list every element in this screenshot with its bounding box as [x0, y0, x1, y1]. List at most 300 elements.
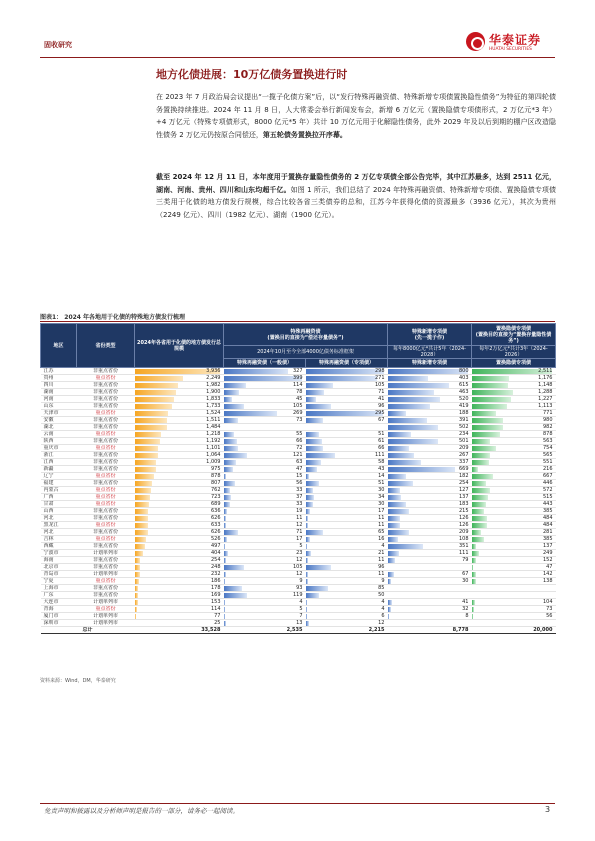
value-text-refi_b: 85 [378, 585, 385, 591]
value-text-total: 1,064 [206, 452, 221, 458]
value-bar-new_special [388, 467, 455, 472]
value-text-swap: 385 [542, 536, 553, 542]
value-cell-refi_a [224, 473, 306, 480]
header-col-new: 特殊新增专项债 [388, 359, 472, 368]
value-bar-swap [472, 572, 477, 577]
value-cell-swap [472, 508, 556, 515]
value-bar-new_special [388, 376, 429, 381]
region-cell: 江西 [41, 459, 77, 466]
value-text-new_special: 520 [458, 396, 469, 402]
value-cell-new_special [388, 368, 472, 375]
value-cell-new_special [388, 389, 472, 396]
region-cell: 广东 [41, 592, 77, 599]
value-text-new_special: 126 [458, 515, 469, 521]
paragraph-2-emphasis: 截至 2024 年 12 月 11 日，本年度用于置换存量隐性债务的 2 万亿专项债全部公告完毕，其中江苏最多，达到 2511 亿元，湖南、河南、贵州、四川和山东均超千亿。 [156, 173, 556, 194]
value-cell-total [135, 466, 224, 473]
value-bar-new_special [388, 607, 391, 612]
table-row [41, 396, 556, 403]
region-cell: 贵州 [41, 375, 77, 382]
value-text-new_special: 209 [458, 529, 469, 535]
table-row [41, 466, 556, 473]
value-cell-refi_a [224, 557, 306, 564]
value-cell-new_special [388, 592, 472, 599]
table-row [41, 445, 556, 452]
value-text-refi_a: 56 [296, 480, 303, 486]
value-text-refi_b: 51 [378, 431, 385, 437]
table-row [41, 550, 556, 557]
value-text-new_special: 351 [458, 543, 469, 549]
value-bar-refi_b [306, 481, 319, 486]
region-cell: 海南 [41, 557, 77, 564]
value-cell-swap [472, 487, 556, 494]
value-bar-refi_a [224, 579, 226, 584]
value-cell-new_special [388, 431, 472, 438]
value-bar-total [135, 404, 173, 409]
value-bar-refi_a [224, 551, 229, 556]
value-bar-new_special [388, 600, 392, 605]
value-text-swap: 142 [542, 571, 553, 577]
value-cell-refi_a [224, 592, 306, 599]
value-cell-refi_b [306, 501, 388, 508]
paragraph-1-text: 在 2023 年 7 月政治局会议提出“一揽子化债方案”后，以“发行特殊再融资债、特殊新增专项债置换隐性债务”为特征的第四轮债务置换持续推进。2024 年 11 月 8 日，人大常委会举行新闻发布会，新增 6 万亿元（置换隐债专项债形式，2 万亿元*3 年）+4 万亿元（特殊专项债形式，8000 亿元*5 年）共计 10 万亿元用于化解隐性债务，此外 2029 年及以后到期的棚户区改造隐性债务 2 万亿元仍按原合同偿还， [156, 93, 556, 139]
value-bar-new_special [388, 453, 415, 458]
value-bar-total [135, 579, 139, 584]
value-cell-refi_a [224, 487, 306, 494]
value-bar-total [135, 481, 153, 486]
value-cell-refi_b [306, 417, 388, 424]
value-text-refi_b: 51 [378, 480, 385, 486]
value-cell-new_special [388, 452, 472, 459]
value-text-total: 232 [210, 571, 221, 577]
table-row [41, 494, 556, 501]
value-cell-new_special [388, 599, 472, 606]
value-cell-total [135, 424, 224, 431]
table-row [41, 452, 556, 459]
province-type-cell: 计划单列市 [77, 571, 135, 578]
value-bar-refi_b [306, 488, 314, 493]
value-cell-refi_b [306, 585, 388, 592]
value-cell-refi_b [306, 543, 388, 550]
value-bar-refi_a [224, 523, 226, 528]
region-cell: 辽宁 [41, 473, 77, 480]
value-cell-new_special [388, 536, 472, 543]
value-text-swap: 1,148 [538, 382, 553, 388]
value-cell-new_special [388, 403, 472, 410]
value-bar-refi_b [306, 516, 309, 521]
table-row [41, 613, 556, 620]
value-bar-new_special [388, 460, 422, 465]
total-value-cell [306, 627, 388, 634]
value-text-refi_b: 17 [378, 508, 385, 514]
value-cell-refi_b [306, 529, 388, 536]
province-type-cell: 非重点省份 [77, 543, 135, 550]
table-row [41, 382, 556, 389]
value-text-total: 1,733 [206, 403, 221, 409]
value-cell-total [135, 417, 224, 424]
value-text-new_special: 183 [458, 501, 469, 507]
value-text-new_special: 254 [458, 480, 469, 486]
value-cell-new_special [388, 606, 472, 613]
value-cell-new_special [388, 571, 472, 578]
value-text-total: 636 [210, 508, 221, 514]
value-bar-new_special [388, 474, 406, 479]
value-text-refi_a: 33 [296, 501, 303, 507]
value-cell-refi_a [224, 424, 306, 431]
value-cell-new_special [388, 550, 472, 557]
value-bar-refi_a [224, 495, 231, 500]
value-bar-swap [472, 523, 488, 528]
value-bar-total [135, 425, 167, 430]
value-text-new_special: 127 [458, 487, 469, 493]
value-cell-swap [472, 550, 556, 557]
value-text-refi_b: 30 [378, 501, 385, 507]
value-cell-refi_b [306, 459, 388, 466]
value-text-total: 1,192 [206, 438, 221, 444]
paragraph-2 [156, 171, 556, 221]
value-text-refi_b: 4 [381, 606, 385, 612]
table-row [41, 375, 556, 382]
value-bar-refi_a [224, 586, 242, 591]
value-text-refi_b: 71 [378, 389, 385, 395]
value-text-total: 1,511 [206, 417, 221, 423]
value-cell-refi_b [306, 487, 388, 494]
value-cell-total [135, 487, 224, 494]
value-bar-refi_b [306, 621, 309, 626]
value-cell-swap [472, 515, 556, 522]
region-cell: 北京市 [41, 564, 77, 571]
value-text-refi_b: 105 [374, 382, 385, 388]
paragraph-1 [156, 91, 556, 141]
province-type-cell: 非重点省份 [77, 368, 135, 375]
value-cell-total [135, 375, 224, 382]
table-row [41, 424, 556, 431]
value-cell-swap [472, 522, 556, 529]
value-cell-swap [472, 382, 556, 389]
value-cell-refi_a [224, 585, 306, 592]
value-cell-refi_a [224, 501, 306, 508]
table-row [41, 368, 556, 375]
value-cell-swap [472, 445, 556, 452]
value-text-swap: 1,288 [538, 389, 553, 395]
value-bar-swap [472, 544, 476, 549]
total-label-cell: 总计 [41, 627, 135, 634]
value-text-refi_a: 5 [299, 543, 303, 549]
value-cell-swap [472, 480, 556, 487]
total-value-text: 20,000 [533, 627, 553, 633]
value-cell-swap [472, 578, 556, 585]
value-cell-swap [472, 452, 556, 459]
brand-name-cn: 华泰证券 [489, 33, 542, 47]
value-cell-swap [472, 606, 556, 613]
region-cell: 四川 [41, 382, 77, 389]
value-text-new_special: 234 [458, 431, 469, 437]
value-cell-total [135, 452, 224, 459]
value-text-total: 497 [210, 543, 221, 549]
value-cell-swap [472, 592, 556, 599]
value-bar-swap [472, 558, 477, 563]
value-text-total: 1,833 [206, 396, 221, 402]
value-bar-swap [472, 509, 484, 514]
value-cell-refi_b [306, 382, 388, 389]
value-bar-refi_a [224, 467, 233, 472]
value-cell-refi_a [224, 431, 306, 438]
value-cell-total [135, 494, 224, 501]
value-text-new_special: 108 [458, 536, 469, 542]
value-cell-refi_a [224, 375, 306, 382]
value-text-new_special: 41 [462, 599, 469, 605]
value-bar-refi_b [306, 369, 385, 374]
value-text-swap: 551 [542, 459, 553, 465]
value-cell-refi_a [224, 480, 306, 487]
value-text-refi_a: 33 [296, 487, 303, 493]
value-text-total: 404 [210, 550, 221, 556]
region-cell: 陕西 [41, 438, 77, 445]
province-type-cell: 非重点省份 [77, 564, 135, 571]
value-cell-total [135, 578, 224, 585]
value-text-refi_a: 5 [299, 606, 303, 612]
region-cell: 厦门市 [41, 613, 77, 620]
value-bar-new_special [388, 446, 409, 451]
value-cell-refi_b [306, 480, 388, 487]
province-type-cell: 非重点省份 [77, 382, 135, 389]
value-text-new_special: 391 [458, 417, 469, 423]
value-bar-refi_a [224, 537, 227, 542]
value-bar-total [135, 607, 137, 612]
value-bar-swap [472, 390, 513, 395]
table-row [41, 501, 556, 508]
value-cell-swap [472, 529, 556, 536]
value-bar-swap [472, 488, 490, 493]
province-type-cell: 非重点省份 [77, 396, 135, 403]
total-value-cell [388, 627, 472, 634]
value-bar-swap [472, 411, 497, 416]
value-cell-swap [472, 557, 556, 564]
value-cell-new_special [388, 396, 472, 403]
value-cell-new_special [388, 543, 472, 550]
value-text-refi_b: 11 [378, 522, 385, 528]
header-swap-note: (置换目的直接为“置换存量隐性债务”) [475, 331, 552, 344]
value-bar-refi_a [224, 369, 289, 374]
value-cell-new_special [388, 438, 472, 445]
value-cell-swap [472, 466, 556, 473]
value-text-refi_a: 105 [292, 403, 303, 409]
value-cell-new_special [388, 515, 472, 522]
value-bar-new_special [388, 397, 440, 402]
value-cell-refi_a [224, 564, 306, 571]
province-type-cell: 非重点省份 [77, 389, 135, 396]
value-cell-total [135, 445, 224, 452]
value-cell-refi_b [306, 592, 388, 599]
value-bar-refi_a [224, 418, 238, 423]
header-swap [472, 324, 556, 346]
value-cell-refi_b [306, 473, 388, 480]
value-bar-refi_b [306, 593, 319, 598]
value-bar-total [135, 614, 137, 619]
value-bar-refi_a [224, 474, 227, 479]
paragraph-2-text: 如图 1 所示，我们总结了 2024 年特殊再融资债、特殊新增专项债、置换隐债专项债三类用于化债的地方债发行规模，综合比较各省三类债券的总和，江苏今年获得化债的资源最多（3936 亿元），其次为贵州（2249 亿元）、四川（1982 亿元）、湖南（1900 亿元）。 [156, 185, 556, 219]
value-bar-refi_a [224, 593, 247, 598]
province-type-cell: 重点省份 [77, 606, 135, 613]
value-text-refi_a: 119 [292, 592, 303, 598]
value-text-swap: 484 [542, 522, 553, 528]
value-text-new_special: 463 [458, 389, 469, 395]
value-cell-total [135, 396, 224, 403]
value-text-swap: 1,176 [538, 375, 553, 381]
value-cell-refi_a [224, 389, 306, 396]
value-cell-new_special [388, 578, 472, 585]
province-type-cell: 重点省份 [77, 522, 135, 529]
value-text-new_special: 267 [458, 452, 469, 458]
value-cell-total [135, 613, 224, 620]
value-text-swap: 2,511 [538, 368, 553, 374]
value-bar-new_special [388, 439, 439, 444]
value-cell-total [135, 473, 224, 480]
value-cell-total [135, 620, 224, 627]
value-text-swap: 47 [546, 564, 553, 570]
value-cell-total [135, 536, 224, 543]
value-cell-swap [472, 571, 556, 578]
value-text-refi_a: 9 [299, 578, 303, 584]
value-bar-refi_a [224, 488, 231, 493]
province-type-cell: 非重点省份 [77, 403, 135, 410]
value-bar-total [135, 453, 158, 458]
value-text-refi_a: 12 [296, 522, 303, 528]
value-bar-new_special [388, 495, 402, 500]
value-cell-total [135, 529, 224, 536]
value-text-refi_b: 67 [378, 417, 385, 423]
table-row [41, 487, 556, 494]
province-type-cell: 非重点省份 [77, 557, 135, 564]
table-row [41, 508, 556, 515]
value-cell-total [135, 515, 224, 522]
province-type-cell: 非重点省份 [77, 585, 135, 592]
table-row [41, 620, 556, 627]
value-cell-refi_a [224, 571, 306, 578]
value-bar-swap [472, 481, 486, 486]
total-value-text: 33,528 [201, 627, 221, 633]
value-text-new_special: 669 [458, 466, 469, 472]
value-cell-refi_a [224, 452, 306, 459]
region-cell: 新疆 [41, 466, 77, 473]
province-type-cell: 非重点省份 [77, 480, 135, 487]
value-text-refi_b: 4 [381, 543, 385, 549]
value-bar-total [135, 474, 154, 479]
value-text-new_special: 30 [462, 578, 469, 584]
value-bar-refi_a [224, 404, 245, 409]
value-text-new_special: 800 [458, 368, 469, 374]
value-bar-swap [472, 467, 479, 472]
province-type-cell: 非重点省份 [77, 508, 135, 515]
value-cell-swap [472, 494, 556, 501]
value-text-swap: 754 [542, 445, 553, 451]
value-bar-refi_b [306, 530, 323, 535]
value-bar-total [135, 502, 150, 507]
value-cell-swap [472, 431, 556, 438]
value-bar-new_special [388, 425, 439, 430]
value-bar-refi_a [224, 509, 228, 514]
value-text-refi_b: 4 [381, 599, 385, 605]
region-cell: 重庆市 [41, 445, 77, 452]
value-bar-refi_b [306, 453, 335, 458]
value-bar-total [135, 621, 136, 626]
value-text-total: 186 [210, 578, 221, 584]
value-text-refi_a: 105 [292, 564, 303, 570]
header-divider [40, 57, 555, 58]
value-bar-refi_b [306, 614, 308, 619]
province-type-cell: 重点省份 [77, 487, 135, 494]
region-cell: 大连市 [41, 599, 77, 606]
value-bar-new_special [388, 551, 399, 556]
total-value-text: 2,215 [368, 627, 385, 633]
province-type-cell: 非重点省份 [77, 466, 135, 473]
value-cell-swap [472, 424, 556, 431]
value-bar-refi_b [306, 544, 307, 549]
value-cell-swap [472, 501, 556, 508]
value-bar-total [135, 488, 152, 493]
value-bar-refi_b [306, 474, 310, 479]
value-cell-refi_b [306, 564, 388, 571]
region-cell: 福建 [41, 480, 77, 487]
region-cell: 广西 [41, 494, 77, 501]
region-cell: 江苏 [41, 368, 77, 375]
value-cell-swap [472, 375, 556, 382]
value-text-swap: 281 [542, 529, 553, 535]
value-bar-refi_b [306, 600, 307, 605]
value-cell-swap [472, 459, 556, 466]
value-bar-total [135, 586, 139, 591]
value-text-total: 878 [210, 473, 221, 479]
value-cell-new_special [388, 459, 472, 466]
value-text-swap: 137 [542, 543, 553, 549]
value-bar-total [135, 572, 140, 577]
value-cell-new_special [388, 473, 472, 480]
value-text-refi_b: 11 [378, 557, 385, 563]
value-cell-refi_a [224, 403, 306, 410]
value-bar-swap [472, 439, 490, 444]
value-text-new_special: 32 [462, 606, 469, 612]
value-bar-refi_b [306, 404, 331, 409]
value-bar-new_special [388, 537, 399, 542]
value-cell-total [135, 410, 224, 417]
table-row [41, 571, 556, 578]
value-bar-refi_a [224, 383, 246, 388]
value-text-total: 762 [210, 487, 221, 493]
value-text-swap: 771 [542, 410, 553, 416]
value-bar-new_special [388, 558, 396, 563]
figure-title: 图表1： 2024 年各地用于化债的特殊地方债发行梳理 [40, 314, 186, 321]
value-text-refi_a: 66 [296, 438, 303, 444]
value-text-refi_b: 30 [378, 487, 385, 493]
table-row [41, 578, 556, 585]
brand-name-en: HUATAI SECURITIES [489, 47, 532, 52]
value-cell-refi_b [306, 515, 388, 522]
value-text-total: 1,009 [206, 459, 221, 465]
region-cell: 青海 [41, 606, 77, 613]
value-text-refi_a: 72 [296, 445, 303, 451]
province-type-cell: 重点省份 [77, 494, 135, 501]
value-text-refi_a: 4 [299, 599, 303, 605]
value-text-new_special: 182 [458, 473, 469, 479]
value-bar-total [135, 523, 149, 528]
value-cell-refi_a [224, 543, 306, 550]
header-col-refi-b: 特殊再融资债（专项债） [306, 359, 388, 368]
value-text-refi_b: 111 [374, 452, 385, 458]
value-text-new_special: 615 [458, 382, 469, 388]
value-cell-refi_a [224, 536, 306, 543]
value-bar-swap [472, 453, 490, 458]
value-text-new_special: 67 [462, 571, 469, 577]
value-text-refi_a: 399 [292, 375, 303, 381]
